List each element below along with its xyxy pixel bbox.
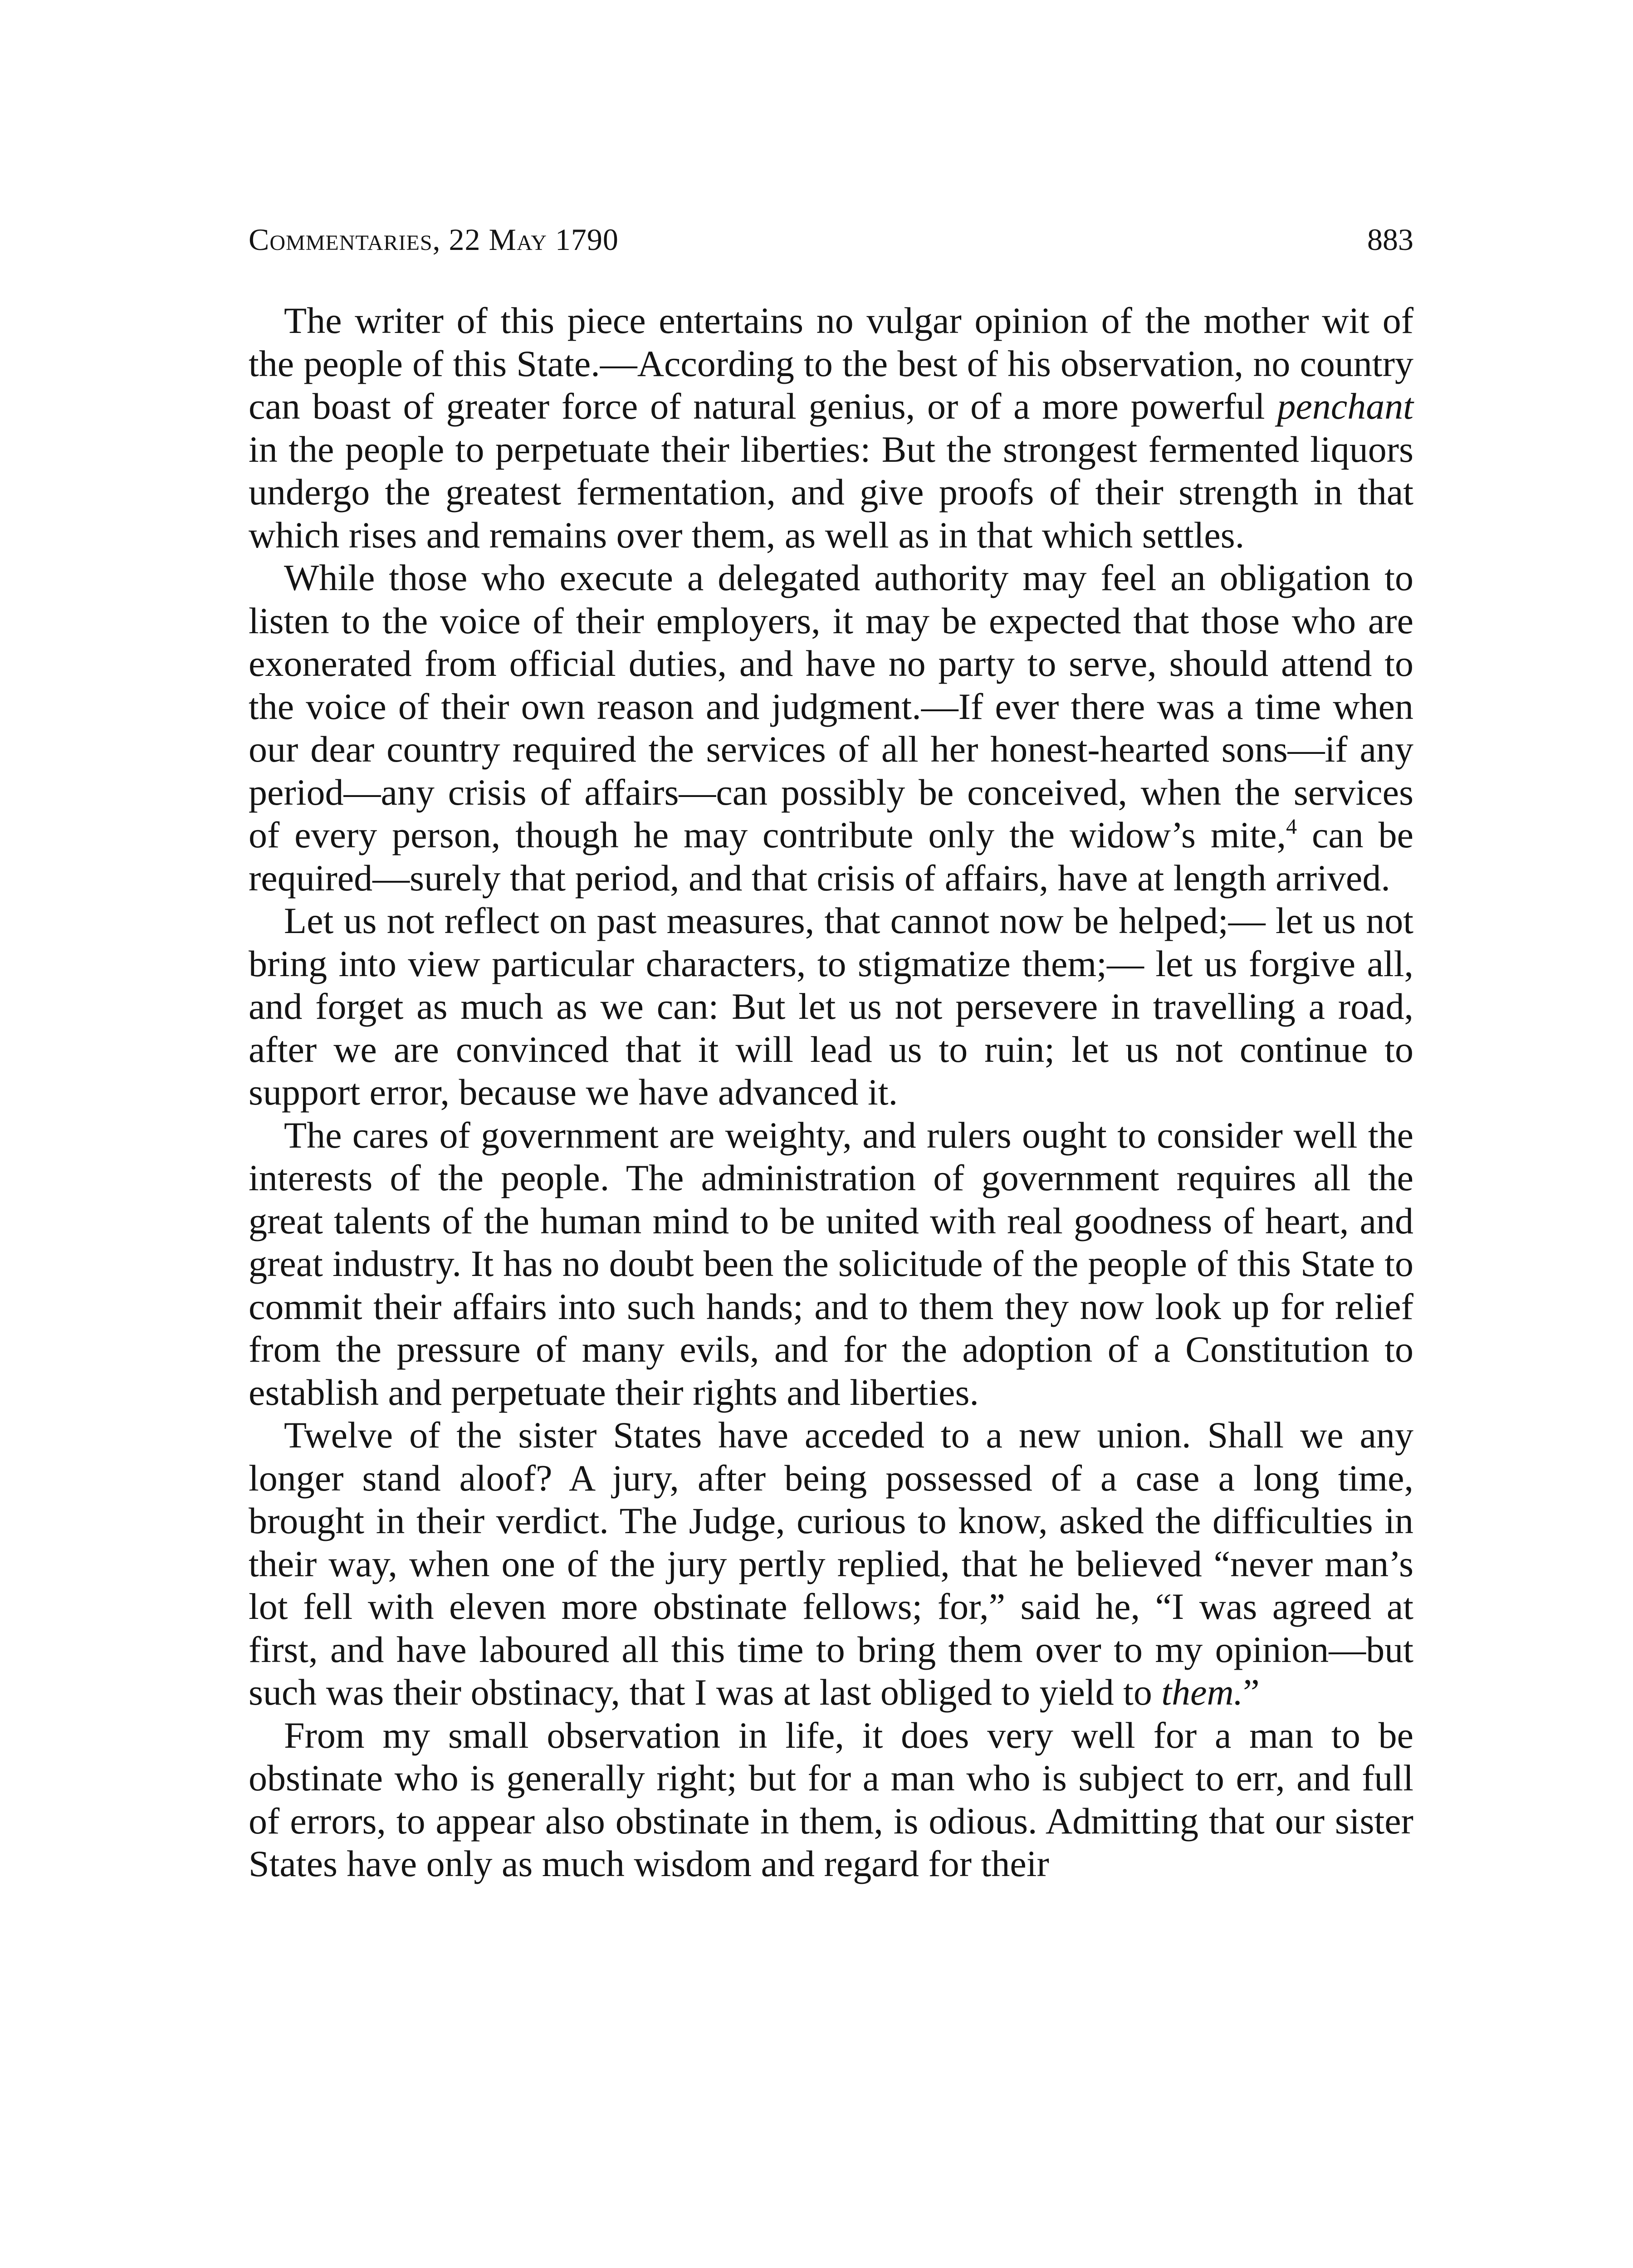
paragraph-3 [249, 899, 1413, 1114]
paragraph-5 [249, 1414, 1413, 1714]
body-text [249, 299, 1413, 1886]
footnote-ref[interactable]: 4 [1286, 815, 1297, 839]
paragraph-1 [249, 299, 1413, 557]
paragraph-4-text: The cares of government are weighty, and rulers ought to consider well the interests of the people. The administration of government requires all the great talents of the human mind to be united with real goodness of heart, and great industry. It has no doubt been the solicitude of the people of this State to commit their affairs into such hands; and to them they now look up for relief from the pressure of many evils, and for the adoption of a Constitution to establish and perpetuate their rights and liberties. [249, 1114, 1413, 1413]
paragraph-3-text: Let us not reflect on past measures, that cannot now be helped;— let us not bring into view particular characters, to stigmatize them;— let us forgive all, and forget as much as we can: But let us not persevere in travelling a road, after we are convinced that it will lead us to ruin; let us not continue to support error, because we have advanced it. [249, 900, 1413, 1113]
paragraph-4 [249, 1114, 1413, 1414]
paragraph-2-text-a: While those who execute a delegated authority may feel an obligation to listen to the voice of their employers, it may be expected that those who are exonerated from official duties, and have no party to serve, should attend to the voice of their own reason and judgment.—If ever there was a time when our dear country required the services of all her honest-hearted sons—if any period—any crisis of affairs—can possibly be conceived, when the services of every person, though he may contribute only the widow’s mite, [249, 557, 1413, 855]
paragraph-5-text: Twelve of the sister States have acceded to a new union. Shall we any longer stand aloof? A jury, after being possessed of a case a long time, brought in their verdict. The Judge, curious to know, asked the difficulties in their way, when one of the jury pertly replied, that he believed “never man’s lot fell with eleven more obstinate fellows; for,” said he, “I was agreed at first, and have laboured all this time to bring them over to my opinion—but such was their obstinacy, that I was at last obliged to yield to them.” [249, 1414, 1413, 1713]
paragraph-1-text: The writer of this piece entertains no vulgar opinion of the mother wit of the people of this State.—According to the best of his observation, no country can boast of greater force of natural genius, or of a more powerful penchant in the people to perpetuate their liberties: But the strongest fermented liquors undergo the greatest fermentation, and give proofs of their strength in that which rises and remains over them, as well as in that which settles. [249, 300, 1413, 556]
page-number: 883 [1367, 222, 1413, 257]
paragraph-6-text: From my small observation in life, it does very well for a man to be obstinate who is generally right; but for a man who is subject to err, and full of errors, to appear also obstinate in them, is odious. Admitting that our sister States have only as much wisdom and regard for their [249, 1714, 1413, 1884]
paragraph-2-text-b: can be required—surely that period, and that crisis of affairs, have at length arrived. [249, 814, 1413, 899]
running-head-title: Commentaries, 22 May 1790 [249, 222, 619, 257]
running-head [249, 217, 1413, 262]
paragraph-6 [249, 1714, 1413, 1886]
paragraph-2 [249, 557, 1413, 899]
